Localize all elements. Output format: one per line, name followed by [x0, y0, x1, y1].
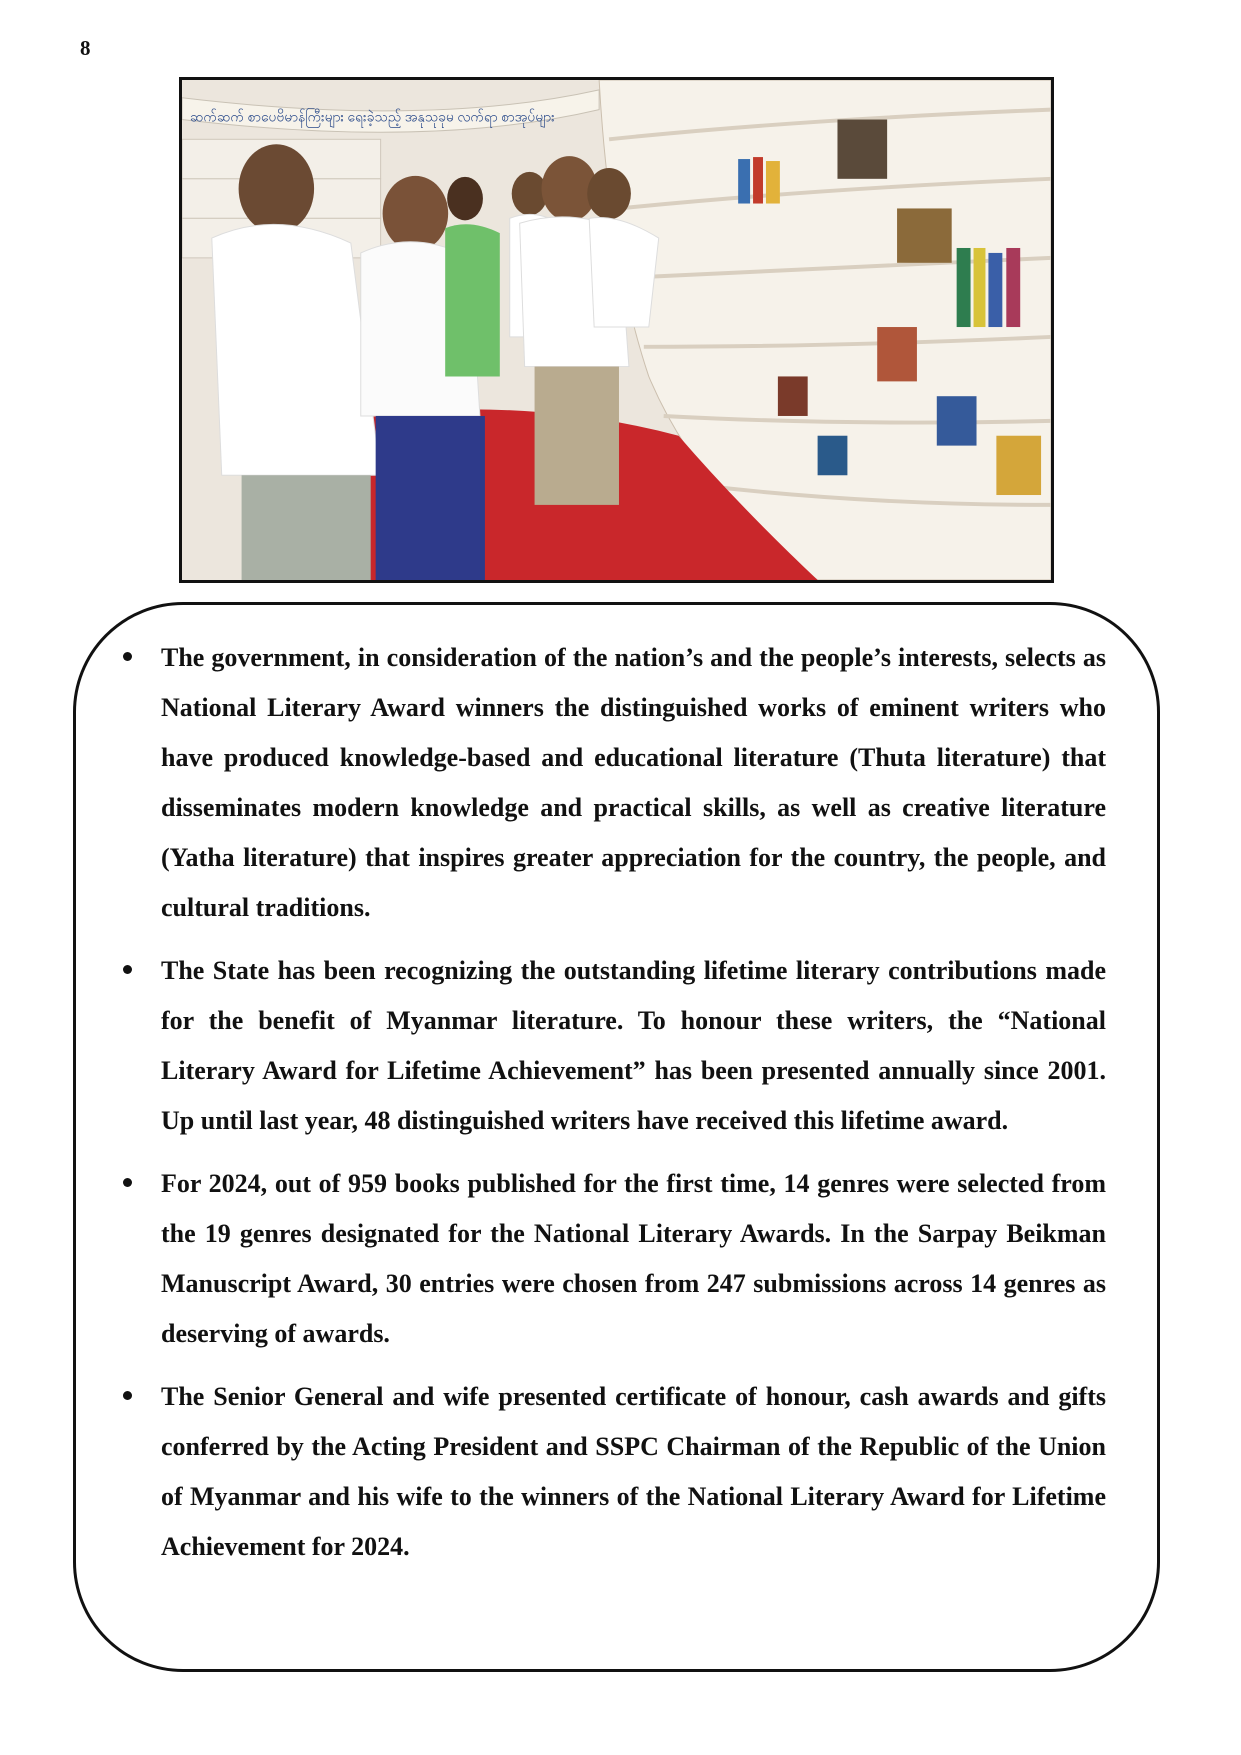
bullet-text: For 2024, out of 959 books published for the first time, 14 genres were selected from the 19 genres designated for the National Literary Awards. In the Sarpay Beikman Manuscript Award, 30 entries were chosen from 247 submissions across 14 genres as deserving of awards.	[161, 1169, 1106, 1348]
bullet-icon	[123, 965, 132, 974]
photo-illustration	[182, 80, 1051, 580]
list-item	[161, 633, 1106, 933]
bullet-icon	[123, 652, 132, 661]
list-item	[161, 946, 1106, 1146]
bullet-text: The Senior General and wife presented certificate of honour, cash awards and gifts conferred by the Acting President and SSPC Chairman of the Republic of the Union of Myanmar and his wife to the winners of the National Literary Award for Lifetime Achievement for 2024.	[161, 1382, 1106, 1561]
bookshelf-photo	[179, 77, 1054, 583]
bullet-icon	[123, 1391, 132, 1400]
page-number: 8	[80, 36, 91, 60]
list-item	[161, 1159, 1106, 1359]
banner-text: ဆက်ဆက် စာပေဗိမာန်ကြီးများ ရေးခဲ့သည့် အနုသုခုမ လက်ရာ စာအုပ်များ	[189, 109, 555, 125]
bullet-text: The State has been recognizing the outstanding lifetime literary contributions made for the benefit of Myanmar literature. To honour these writers, the “National Literary Award for Lifetime Achievement” has been presented annually since 2001. Up until last year, 48 distinguished writers have received this lifetime award.	[161, 956, 1106, 1135]
list-item	[161, 1372, 1106, 1572]
info-box	[73, 602, 1160, 1672]
bullet-icon	[123, 1178, 132, 1187]
bullet-list	[161, 633, 1106, 1585]
bullet-text: The government, in consideration of the nation’s and the people’s interests, selects as National Literary Award winners the distinguished works of eminent writers who have produced knowledge-based and educational literature (Thuta literature) that disseminates modern knowledge and practical skills, as well as creative literature (Yatha literature) that inspires greater appreciation for the country, the people, and cultural traditions.	[161, 643, 1106, 922]
